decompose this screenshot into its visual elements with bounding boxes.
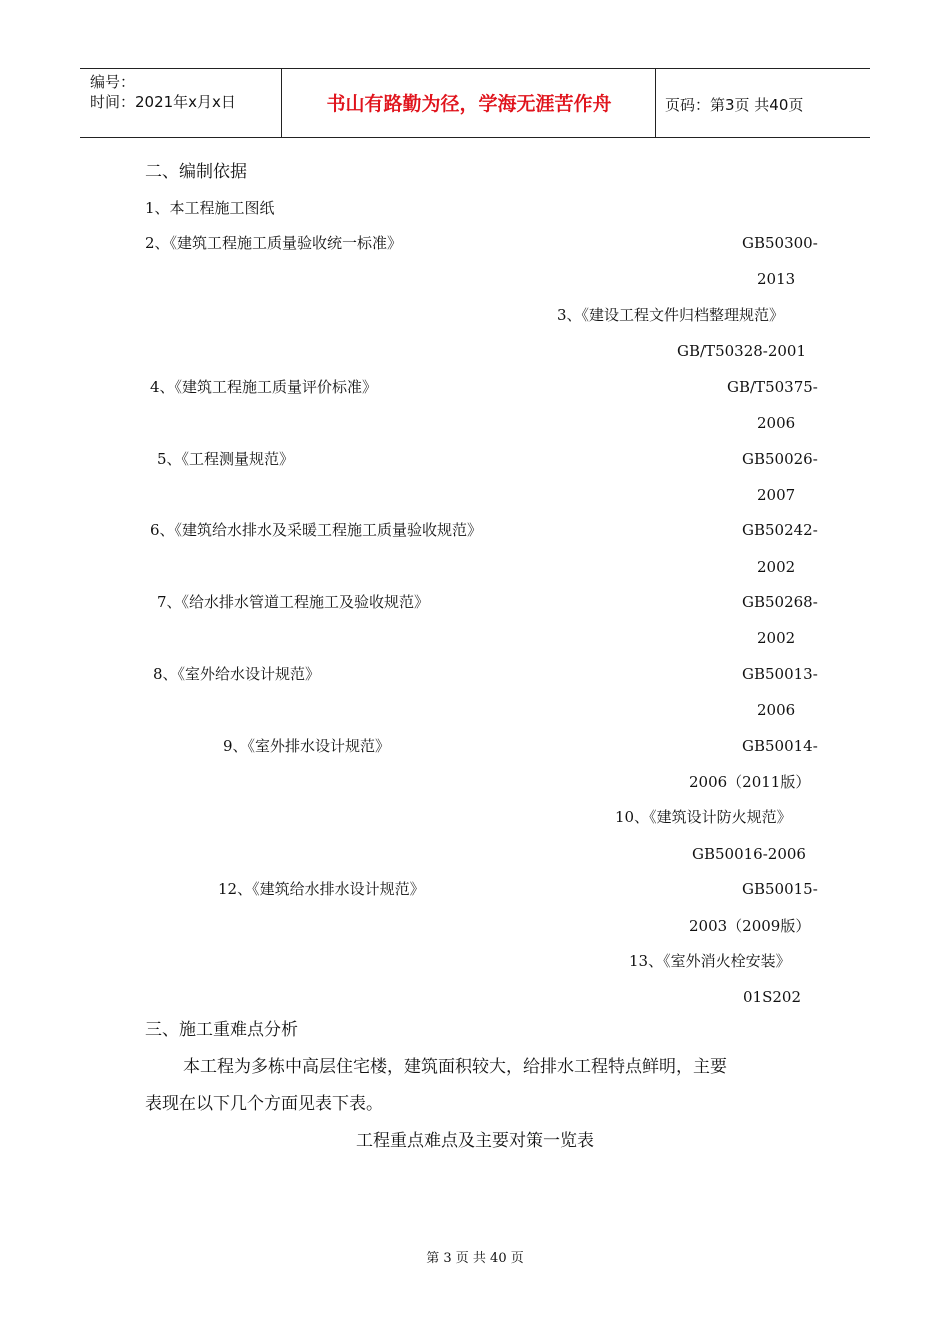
section-2-title: 二、编制依据 — [145, 162, 247, 182]
header-page-label: 页码：第3页 共40页 — [665, 96, 804, 114]
basis-code: GB50013- — [742, 665, 818, 683]
section-3-paragraph-line-2: 表现在以下几个方面见表下表。 — [145, 1094, 383, 1114]
page-header — [80, 68, 870, 138]
basis-code: GB50268- — [742, 593, 818, 611]
header-meta — [90, 72, 236, 112]
basis-code: 2002 — [757, 558, 796, 576]
basis-item: 13、《室外消火栓安装》 — [629, 952, 791, 970]
basis-code: 2006 — [757, 701, 796, 719]
basis-code: GB50242- — [742, 521, 818, 539]
basis-code: GB50300- — [742, 234, 818, 252]
basis-code: GB50015- — [742, 880, 818, 898]
document-time-label: 时间：2021年x月x日 — [90, 93, 236, 111]
basis-code: GB/T50375- — [727, 378, 818, 396]
basis-code: 2002 — [757, 629, 796, 647]
basis-item: 7、《给水排水管道工程施工及验收规范》 — [157, 593, 430, 611]
basis-item: 1、本工程施工图纸 — [145, 199, 275, 217]
basis-code: GB/T50328-2001 — [677, 342, 807, 360]
document-number-label: 编号： — [90, 73, 136, 91]
page-footer: 第 3 页 共 40 页 — [426, 1251, 524, 1266]
basis-code: 01S202 — [743, 988, 801, 1006]
basis-item: 12、《建筑给水排水设计规范》 — [218, 880, 425, 898]
basis-code: 2013 — [757, 270, 796, 288]
header-motto: 书山有路勤为径，学海无涯苦作舟 — [326, 93, 612, 115]
table-caption: 工程重点难点及主要对策一览表 — [356, 1131, 594, 1151]
basis-item: 2、《建筑工程施工质量验收统一标准》 — [145, 234, 403, 252]
basis-code: 2003（2009版） — [689, 917, 811, 935]
basis-code: GB50014- — [742, 737, 818, 755]
basis-code: GB50016-2006 — [692, 845, 806, 863]
basis-code: 2006（2011版） — [689, 773, 811, 791]
basis-item: 6、《建筑给水排水及采暖工程施工质量验收规范》 — [150, 521, 483, 539]
basis-item: 4、《建筑工程施工质量评价标准》 — [150, 378, 378, 396]
basis-code: GB50026- — [742, 450, 818, 468]
section-3-paragraph-line-1: 本工程为多栋中高层住宅楼，建筑面积较大，给排水工程特点鲜明，主要 — [183, 1057, 727, 1077]
basis-item: 5、《工程测量规范》 — [157, 450, 295, 468]
basis-item: 10、《建筑设计防火规范》 — [615, 808, 792, 826]
basis-item: 3、《建设工程文件归档整理规范》 — [557, 306, 785, 324]
basis-item: 9、《室外排水设计规范》 — [223, 737, 391, 755]
basis-code: 2007 — [757, 486, 796, 504]
basis-code: 2006 — [757, 414, 796, 432]
basis-item: 8、《室外给水设计规范》 — [153, 665, 321, 683]
section-3-title: 三、施工重难点分析 — [145, 1020, 298, 1040]
